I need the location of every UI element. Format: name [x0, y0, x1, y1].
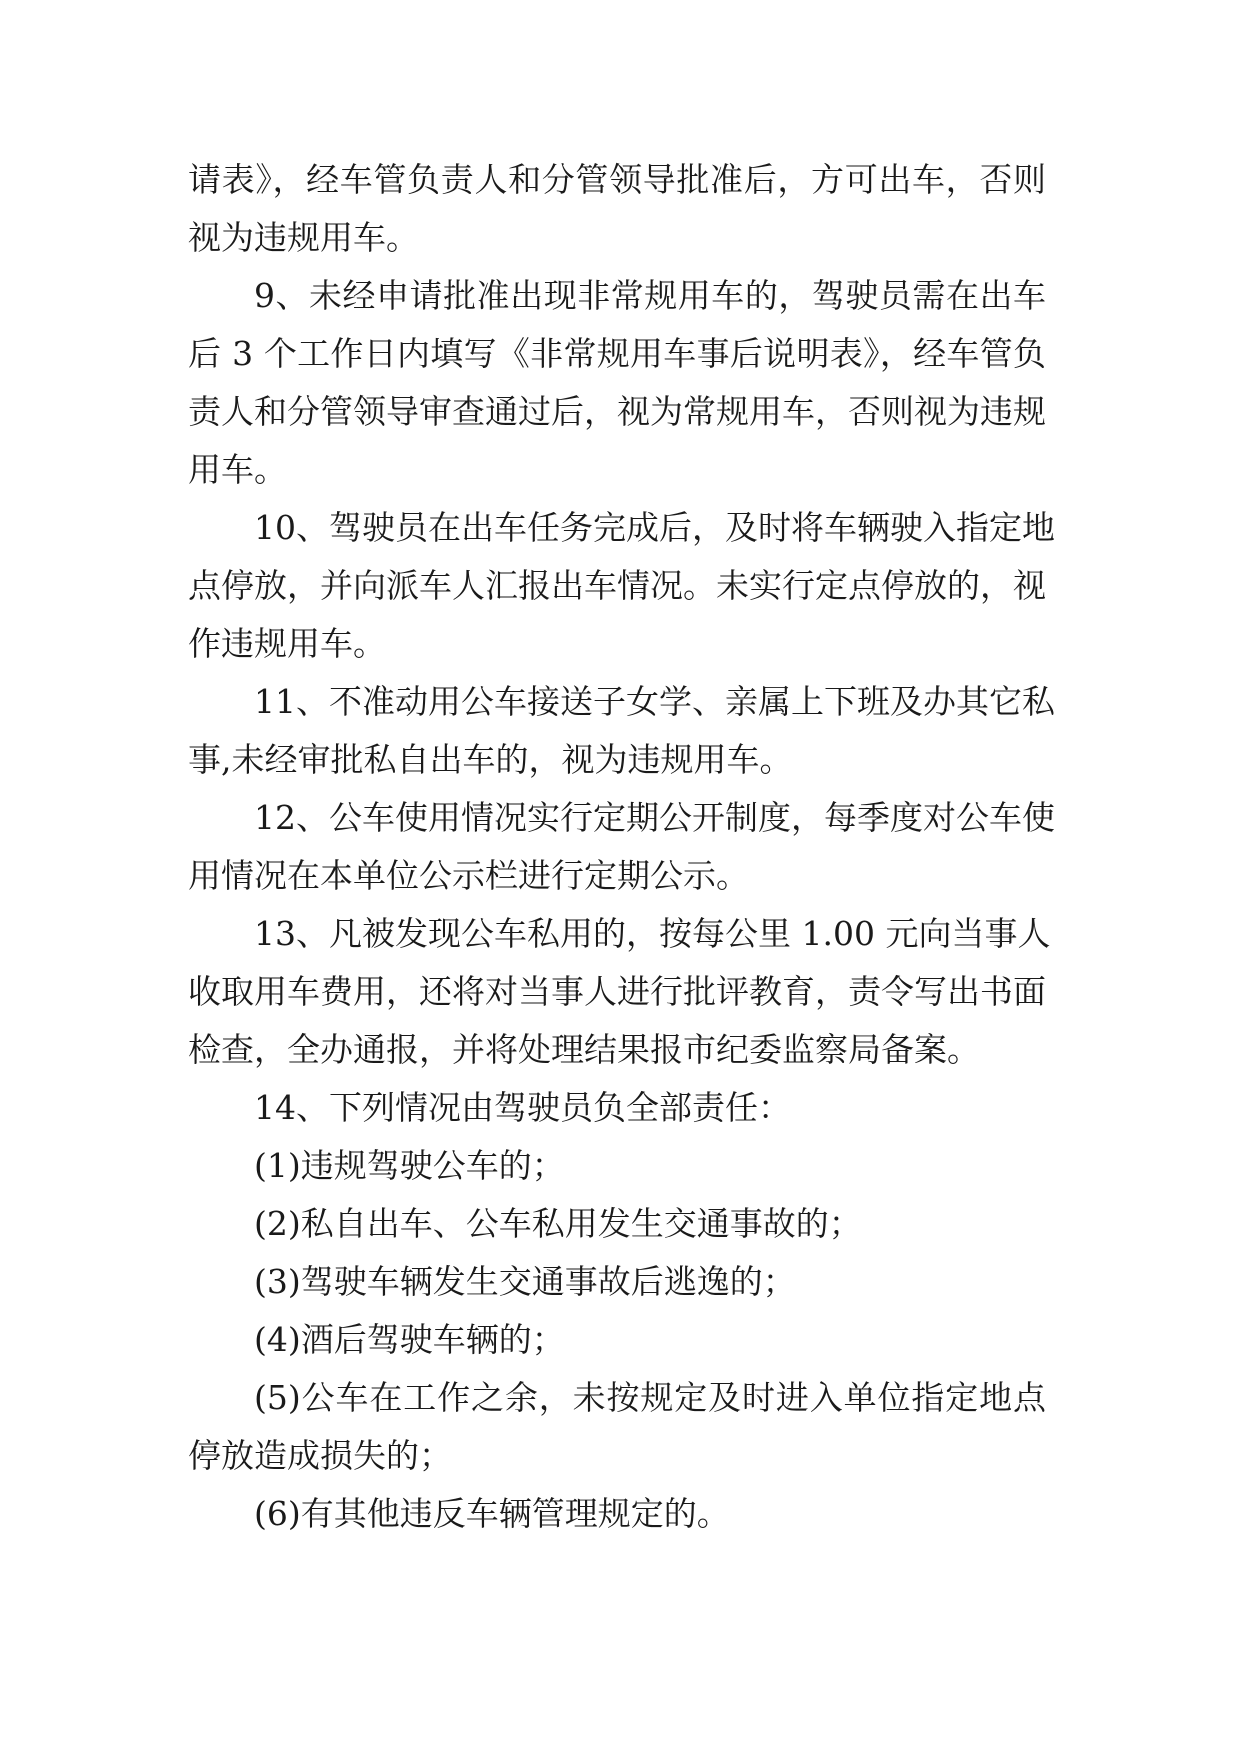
text-line: 请表》，经车管负责人和分管领导批准后，方可出车，否则	[188, 160, 1046, 199]
text-line: 停放造成损失的；	[188, 1436, 452, 1475]
text-line: 事,未经审批私自出车的，视为违规用车。	[188, 740, 793, 779]
paragraph-13-start: 13、凡被发现公车私用的，按每公里 1.00 元向当事人	[254, 914, 1051, 953]
list-item-5: (5)公车在工作之余，未按规定及时进入单位指定地点	[254, 1378, 1046, 1417]
text-line: 后 3 个工作日内填写《非常规用车事后说明表》，经车管负	[188, 334, 1046, 373]
list-item-3: (3)驾驶车辆发生交通事故后逃逸的；	[254, 1262, 796, 1301]
text-line: 用情况在本单位公示栏进行定期公示。	[188, 856, 749, 895]
text-line: 点停放，并向派车人汇报出车情况。未实行定点停放的，视	[188, 566, 1046, 605]
list-item-6: (6)有其他违反车辆管理规定的。	[254, 1494, 730, 1533]
text-line: 责人和分管领导审查通过后，视为常规用车，否则视为违规	[188, 392, 1046, 431]
text-line: 收取用车费用，还将对当事人进行批评教育，责令写出书面	[188, 972, 1046, 1011]
list-item-4: (4)酒后驾驶车辆的；	[254, 1320, 565, 1359]
paragraph-11-start: 11、不准动用公车接送子女学、亲属上下班及办其它私	[254, 682, 1055, 721]
paragraph-14-start: 14、下列情况由驾驶员负全部责任：	[254, 1088, 791, 1127]
text-line: 作违规用车。	[188, 624, 386, 663]
paragraph-12-start: 12、公车使用情况实行定期公开制度，每季度对公车使	[254, 798, 1055, 837]
paragraph-10-start: 10、驾驶员在出车任务完成后，及时将车辆驶入指定地	[254, 508, 1055, 547]
list-item-2: (2)私自出车、公车私用发生交通事故的；	[254, 1204, 862, 1243]
list-item-1: (1)违规驾驶公车的；	[254, 1146, 565, 1185]
text-line: 检查，全办通报，并将处理结果报市纪委监察局备案。	[188, 1030, 980, 1069]
text-line: 视为违规用车。	[188, 218, 419, 257]
paragraph-9-start: 9、未经申请批准出现非常规用车的，驾驶员需在出车	[254, 276, 1046, 315]
text-line: 用车。	[188, 450, 287, 489]
